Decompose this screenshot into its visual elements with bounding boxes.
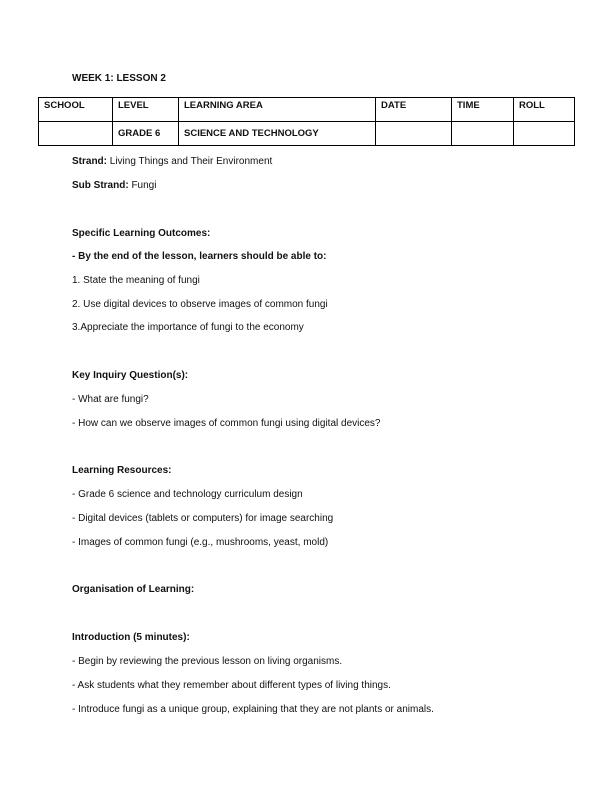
list-item: - Grade 6 science and technology curriculum design [72, 489, 303, 500]
list-item: - How can we observe images of common fungi using digital devices? [72, 418, 381, 429]
list-item: - Ask students what they remember about different types of living things. [72, 680, 391, 691]
inquiry-heading: Key Inquiry Question(s): [72, 370, 189, 381]
header-cell-school: SCHOOL [39, 98, 113, 122]
list-item: 1. State the meaning of fungi [72, 275, 200, 286]
cell-school [39, 122, 113, 146]
introduction-heading: Introduction (5 minutes): [72, 632, 190, 643]
header-cell-level: LEVEL [113, 98, 179, 122]
table-header-row [39, 98, 575, 122]
resources-heading: Learning Resources: [72, 465, 172, 476]
strand-label: Strand: [72, 156, 107, 167]
list-item: - What are fungi? [72, 394, 149, 405]
header-cell-roll: ROLL [514, 98, 575, 122]
sub-strand-label: Sub Strand: [72, 180, 129, 191]
cell-roll [514, 122, 575, 146]
strand-line [72, 156, 272, 167]
list-item: - Images of common fungi (e.g., mushrooms, yeast, mold) [72, 537, 329, 548]
list-item: 3.Appreciate the importance of fungi to the economy [72, 322, 304, 333]
list-item: - Digital devices (tablets or computers) for image searching [72, 513, 334, 524]
header-cell-date: DATE [376, 98, 452, 122]
cell-date [376, 122, 452, 146]
cell-learning-area: SCIENCE AND TECHNOLOGY [179, 122, 376, 146]
cell-time [452, 122, 514, 146]
cell-level: GRADE 6 [113, 122, 179, 146]
organisation-heading: Organisation of Learning: [72, 584, 195, 595]
lesson-info-table [38, 97, 575, 146]
header-cell-time: TIME [452, 98, 514, 122]
header-cell-learning-area: LEARNING AREA [179, 98, 376, 122]
list-item: - Begin by reviewing the previous lesson on living organisms. [72, 656, 343, 667]
list-item: 2. Use digital devices to observe images of common fungi [72, 299, 328, 310]
outcomes-intro: - By the end of the lesson, learners should be able to: [72, 251, 327, 262]
outcomes-heading: Specific Learning Outcomes: [72, 228, 211, 239]
sub-strand-line [72, 180, 156, 191]
table-row [39, 122, 575, 146]
list-item: - Introduce fungi as a unique group, explaining that they are not plants or animals. [72, 704, 434, 715]
sub-strand-value: Fungi [128, 180, 157, 191]
strand-value: Living Things and Their Environment [107, 156, 273, 167]
week-lesson-title: WEEK 1: LESSON 2 [72, 73, 166, 84]
